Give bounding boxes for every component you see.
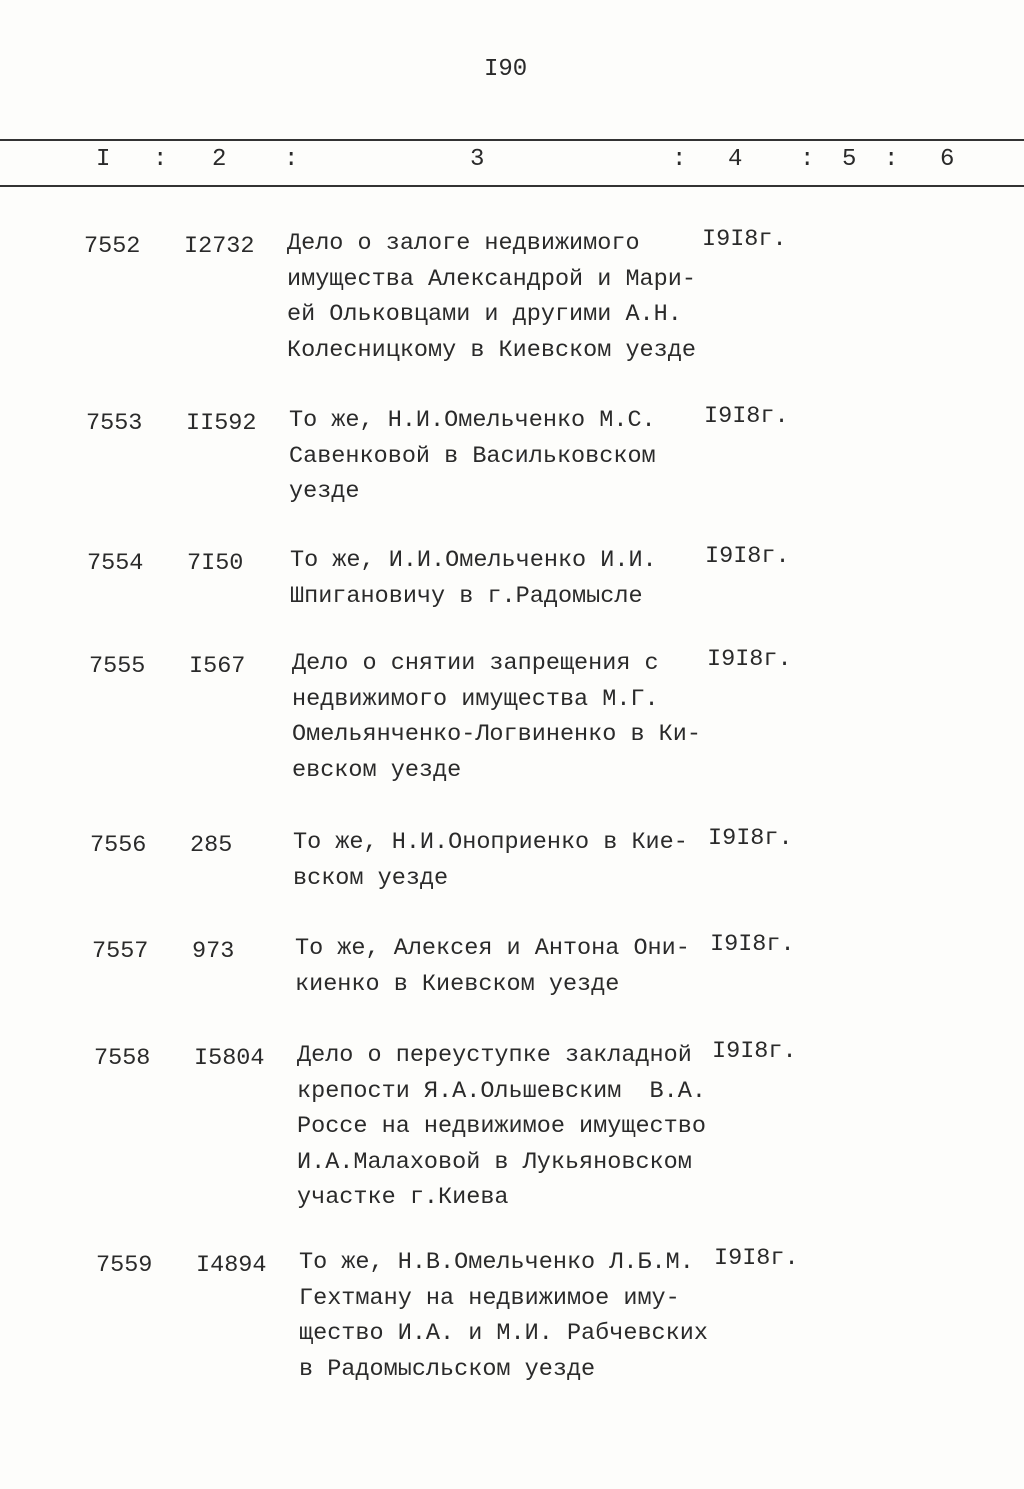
entry-description: [289, 403, 656, 510]
description-line: То же, Н.В.Омельченко Л.Б.М.: [299, 1249, 694, 1276]
entry-description: [290, 543, 657, 614]
description-line: То же, Н.И.Оноприенко в Кие-: [293, 829, 688, 856]
description-line: киенко в Киевском уезде: [295, 970, 620, 998]
entry-description: [295, 931, 690, 1002]
entry-description: [287, 226, 696, 368]
entry-description: [299, 1245, 708, 1387]
col-5-label: 5: [842, 146, 857, 173]
case-number: 7I50: [187, 550, 244, 577]
entry-number: 7556: [90, 832, 147, 859]
col-sep: :: [284, 146, 299, 173]
description-line: То же, Алексея и Антона Они-: [295, 935, 690, 962]
description-line: в Радомысльском уезде: [299, 1355, 596, 1383]
entry-year: I9I8г.: [710, 931, 795, 958]
entry-year: I9I8г.: [702, 226, 787, 253]
entry-description: [292, 646, 701, 788]
case-number: I4894: [196, 1252, 267, 1279]
case-number: I5804: [194, 1045, 265, 1072]
description-line: И.А.Малаховой в Лукьяновском: [297, 1148, 692, 1176]
entry-year: I9I8г.: [707, 646, 792, 673]
col-4-label: 4: [728, 146, 743, 173]
description-line: ей Ольковцами и другими А.Н.: [287, 301, 682, 328]
description-line: Дело о снятии запрещения с: [292, 650, 659, 677]
description-line: То же, И.И.Омельченко И.И.: [290, 547, 657, 574]
case-number: I2732: [184, 233, 255, 260]
entry-number: 7554: [87, 550, 144, 577]
description-line: Омельянченко-Логвиненко в Ки-: [292, 721, 701, 748]
description-line: уезде: [289, 478, 360, 505]
col-sep: :: [800, 146, 815, 173]
case-number: I567: [189, 653, 246, 680]
col-3-label: 3: [470, 146, 485, 173]
description-line: Колесницкому в Киевском уезде: [287, 336, 696, 364]
entry-description: [293, 825, 688, 896]
entry-number: 7553: [86, 410, 143, 437]
entry-year: I9I8г.: [714, 1245, 799, 1272]
case-number: II592: [186, 410, 257, 437]
case-number: 973: [192, 938, 235, 965]
col-sep: :: [672, 146, 687, 173]
entry-year: I9I8г.: [704, 403, 789, 430]
description-line: Дело о переуступке закладной: [297, 1042, 692, 1069]
description-line: щество И.А. и М.И. Рабчевских: [299, 1320, 708, 1347]
col-1-label: I: [96, 146, 111, 173]
entry-year: I9I8г.: [712, 1038, 797, 1065]
col-sep: :: [153, 146, 168, 173]
header-bottom-rule: [0, 185, 1024, 187]
description-line: участке г.Киева: [297, 1184, 509, 1211]
entry-number: 7555: [89, 653, 146, 680]
description-line: Дело о залоге недвижимого: [287, 230, 640, 257]
entry-year: I9I8г.: [708, 825, 793, 852]
entry-number: 7552: [84, 233, 141, 260]
description-line: вском уезде: [293, 864, 449, 892]
page-number: I90: [484, 56, 528, 83]
description-line: имущества Александрой и Мари-: [287, 265, 696, 293]
col-2-label: 2: [212, 146, 227, 173]
entry-number: 7557: [92, 938, 149, 965]
col-6-label: 6: [940, 146, 955, 173]
description-line: недвижимого имущества М.Г.: [292, 685, 659, 713]
description-line: Савенковой в Васильковском: [289, 442, 656, 470]
entry-description: [297, 1038, 706, 1216]
description-line: евском уезде: [292, 756, 462, 784]
description-line: То же, Н.И.Омельченко М.С.: [289, 407, 656, 434]
description-line: Шпигановичу в г.Радомысле: [290, 582, 643, 610]
description-line: крепости Я.А.Ольшевским В.А.: [297, 1077, 706, 1105]
entry-year: I9I8г.: [705, 543, 790, 570]
description-line: Россе на недвижимое имущество: [297, 1113, 706, 1140]
case-number: 285: [190, 832, 233, 859]
col-sep: :: [884, 146, 899, 173]
header-top-rule: [0, 139, 1024, 141]
description-line: Гехтману на недвижимое иму-: [299, 1284, 680, 1312]
entry-number: 7559: [96, 1252, 153, 1279]
entry-number: 7558: [94, 1045, 151, 1072]
